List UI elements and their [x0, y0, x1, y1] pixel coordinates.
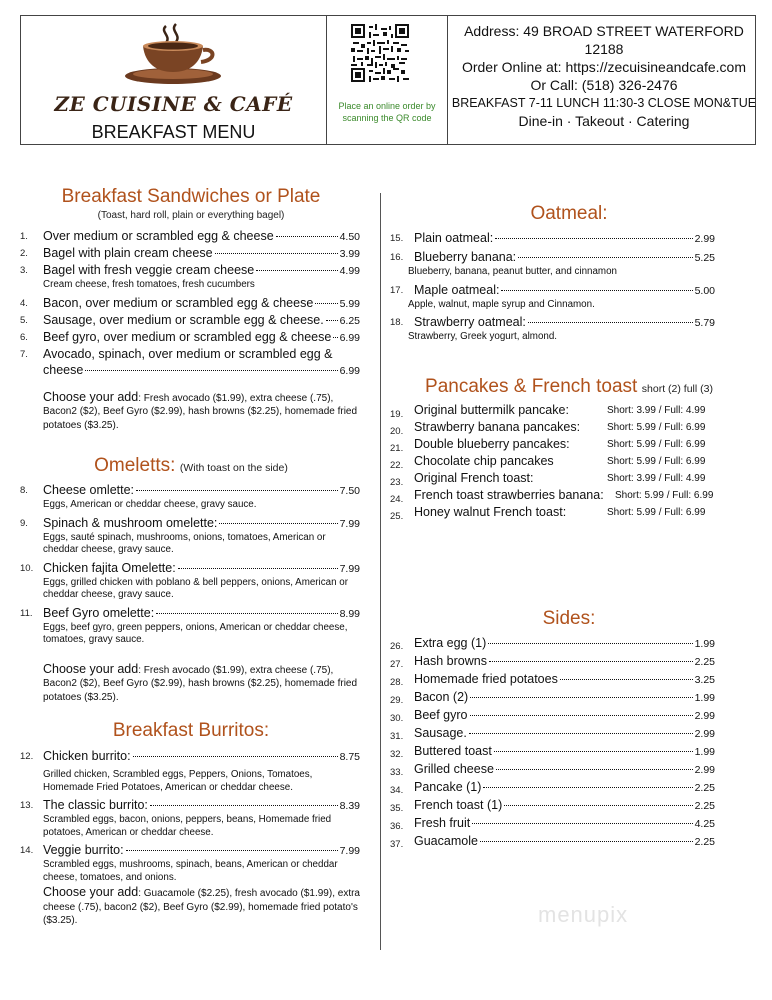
brand-name: ZE CUISINE & CAFÉ	[54, 92, 293, 116]
qr-note: Place an online order by scanning the QR code	[338, 101, 436, 123]
item-name: Spinach & mushroom omelette:	[43, 515, 218, 530]
item-number: 1.	[20, 231, 28, 242]
item-price: 1.99	[694, 692, 715, 704]
item-name: Plain oatmeal:	[414, 231, 494, 245]
list-item	[390, 230, 715, 247]
item-number: 16.	[390, 252, 404, 263]
item-price: 8.39	[339, 800, 360, 812]
list-item	[20, 228, 360, 245]
item-price: 4.50	[339, 231, 360, 243]
item-name: French toast strawberries banana:	[414, 488, 604, 502]
item-name: Avocado, spinach, over medium or scrambled egg &	[43, 346, 333, 361]
item-name: Guacamole	[414, 834, 478, 848]
item-price: 2.25	[694, 800, 715, 812]
item-name: Buttered toast	[414, 744, 492, 758]
hours: BREAKFAST 7-11 LUNCH 11:30-3 CLOSE MON&TUE	[451, 96, 757, 110]
item-name: The classic burrito:	[43, 798, 148, 812]
pancakes-list	[390, 402, 720, 521]
item-number: 10.	[20, 562, 34, 574]
sandwiches-title: Breakfast Sandwiches or Plate	[61, 186, 321, 207]
pancakes-subtitle: short (2) full (3)	[641, 383, 713, 395]
item-name: Double blueberry pancakes:	[414, 437, 570, 451]
services: Dine-in · Takeout · Catering	[518, 113, 690, 129]
list-item	[20, 842, 360, 884]
list-item	[390, 779, 715, 797]
list-item	[20, 605, 360, 647]
item-price: 5.99	[339, 297, 360, 310]
addon-label: Choose your add	[43, 389, 139, 404]
omeletts-title: Omeletts:	[94, 455, 176, 476]
item-number: 33.	[390, 767, 404, 778]
list-item	[390, 653, 715, 671]
item-name-continued: cheese	[43, 362, 84, 377]
item-number: 17.	[390, 284, 404, 296]
list-item	[20, 295, 360, 312]
list-item	[390, 249, 715, 266]
item-number: 29.	[390, 695, 404, 706]
item-number: 27.	[390, 659, 404, 670]
item-price: 8.75	[339, 751, 360, 763]
list-item	[20, 748, 360, 794]
list-item	[390, 314, 715, 331]
item-number: 25.	[390, 511, 404, 522]
item-price: 3.99	[339, 248, 360, 260]
list-item	[390, 453, 720, 470]
item-price: 2.99	[694, 764, 715, 776]
item-price: Short: 5.99 / Full: 6.99	[607, 422, 706, 433]
list-item	[390, 743, 715, 761]
item-number: 30.	[390, 713, 404, 724]
item-name: Original French toast:	[414, 471, 534, 485]
item-number: 9.	[20, 517, 28, 529]
item-name: Homemade fried potatoes	[414, 672, 558, 686]
item-name: Over medium or scrambled egg & cheese	[43, 229, 274, 243]
list-item	[390, 761, 715, 779]
item-description: Eggs, beef gyro, green peppers, onions, American or cheddar cheese, tomatoes, gravy sauce.	[43, 621, 348, 645]
item-price: 2.25	[694, 656, 715, 668]
item-number: 4.	[20, 297, 28, 309]
item-number: 14.	[20, 845, 34, 856]
item-price: 5.79	[694, 317, 715, 329]
item-price: Short: 5.99 / Full: 6.99	[607, 507, 706, 518]
item-number: 6.	[20, 331, 28, 343]
item-number: 34.	[390, 785, 404, 796]
item-description: Eggs, grilled chicken with poblano & bell peppers, onions, American or cheddar cheese, gravy sauce.	[43, 576, 348, 600]
item-price: 6.99	[339, 364, 360, 377]
item-price: Short: 5.99 / Full: 6.99	[615, 490, 714, 501]
item-price: 2.25	[694, 782, 715, 794]
list-item	[20, 329, 360, 346]
item-name: Chocolate chip pancakes	[414, 454, 554, 468]
item-price: 2.99	[694, 233, 715, 245]
phone-number[interactable]: Or Call: (518) 326-2476	[530, 77, 678, 93]
column-divider	[380, 193, 381, 950]
list-item	[20, 346, 360, 379]
addon-options	[20, 391, 360, 433]
oatmeal-title: Oatmeal:	[530, 203, 608, 224]
item-description: Scrambled eggs, mushrooms, spinach, beans, American or cheddar cheese, tomatoes, and onions.	[43, 859, 338, 883]
item-name: Bagel with plain cream cheese	[43, 246, 213, 260]
sandwiches-subtitle: (Toast, hard roll, plain or everything bagel)	[97, 210, 285, 221]
addon-options	[20, 663, 360, 705]
item-number: 13.	[20, 800, 34, 811]
addon-options	[20, 886, 360, 928]
item-number: 8.	[20, 485, 28, 496]
item-name: Extra egg (1)	[414, 636, 487, 650]
item-name: Strawberry banana pancakes:	[414, 420, 581, 434]
item-name: Fresh fruit	[414, 816, 471, 830]
list-item	[20, 245, 360, 262]
item-price: 5.00	[694, 284, 715, 297]
list-item	[20, 482, 360, 512]
menu-title: BREAKFAST MENU	[91, 122, 256, 142]
item-price: 3.25	[694, 674, 715, 686]
coffee-cup-logo-icon	[121, 22, 226, 88]
addon-label: Choose your add	[43, 661, 139, 676]
item-name: Beef gyro	[414, 708, 468, 722]
qr-code-icon[interactable]	[351, 24, 409, 82]
item-number: 3.	[20, 265, 28, 276]
sandwiches-list	[20, 228, 360, 432]
item-price: 4.25	[694, 818, 715, 830]
item-description: Grilled chicken, Scrambled eggs, Peppers, Onions, Tomatoes, Homemade Fried Potatoes, American or cheddar cheese.	[43, 769, 313, 793]
item-name: Sausage.	[414, 726, 467, 740]
item-number: 15.	[390, 233, 404, 244]
item-price: 6.25	[339, 314, 360, 327]
sides-title: Sides:	[542, 608, 596, 629]
item-price: 5.25	[694, 252, 715, 264]
item-description: Apple, walnut, maple syrup and Cinnamon.	[408, 298, 595, 310]
list-item	[20, 312, 360, 329]
list-item	[390, 402, 720, 419]
address: Address: 49 BROAD STREET WATERFORD 12188	[464, 23, 744, 57]
item-number: 28.	[390, 677, 404, 688]
list-item	[390, 797, 715, 815]
list-item	[390, 833, 715, 851]
item-price: 1.99	[694, 638, 715, 650]
item-number: 36.	[390, 821, 404, 832]
item-name: Pancake (1)	[414, 780, 482, 794]
item-number: 23.	[390, 477, 404, 488]
item-number: 2.	[20, 248, 28, 259]
sides-list	[390, 635, 715, 851]
item-name: Blueberry banana:	[414, 250, 517, 264]
list-item	[390, 707, 715, 725]
contact-info	[449, 22, 759, 130]
order-online-link[interactable]: Order Online at: https://zecuisineandcafe.com	[461, 59, 747, 75]
list-item	[390, 470, 720, 487]
item-number: 18.	[390, 317, 404, 328]
item-number: 12.	[20, 751, 34, 762]
item-name: Beef gyro, over medium or scrambled egg & cheese	[43, 329, 332, 344]
list-item	[390, 419, 720, 436]
watermark: menupix	[538, 902, 629, 927]
item-price: 2.99	[694, 710, 715, 722]
list-item	[20, 797, 360, 839]
item-price: 1.99	[694, 746, 715, 758]
item-price: 8.99	[339, 607, 360, 620]
item-name: Honey walnut French toast:	[414, 505, 567, 519]
item-price: Short: 5.99 / Full: 6.99	[607, 439, 706, 450]
item-name: Strawberry oatmeal:	[414, 315, 526, 329]
list-item	[390, 815, 715, 833]
oatmeal-list	[390, 230, 715, 344]
list-item	[390, 487, 720, 504]
item-name: Original buttermilk pancake:	[414, 403, 569, 417]
item-name: French toast (1)	[414, 798, 503, 812]
item-name: Bacon (2)	[414, 690, 469, 704]
item-number: 21.	[390, 443, 404, 454]
omeletts-subtitle: (With toast on the side)	[179, 462, 288, 474]
item-number: 7.	[20, 348, 28, 360]
item-price: Short: 3.99 / Full: 4.99	[607, 473, 706, 484]
header-divider	[447, 16, 448, 144]
item-price: 7.50	[339, 485, 360, 497]
item-name: Chicken fajita Omelette:	[43, 560, 176, 575]
item-name: Grilled cheese	[414, 762, 494, 776]
item-description: Eggs, sauté spinach, mushrooms, onions, tomatoes, American or cheddar cheese, gravy sauce.	[43, 531, 326, 555]
addon-text: : Fresh avocado ($1.99), extra cheese (.75), Bacon2 ($2), Beef Gyro ($2.99), hash browns ($2.25), homemade fried potatoes ($3.25).	[43, 664, 358, 703]
list-item	[390, 282, 715, 299]
burritos-list	[20, 748, 360, 928]
list-item	[20, 560, 360, 602]
item-number: 26.	[390, 641, 404, 652]
item-name: Veggie burrito:	[43, 843, 124, 857]
header-divider	[326, 16, 327, 144]
pancakes-heading	[382, 376, 756, 398]
item-price: 7.99	[339, 517, 360, 530]
list-item	[390, 689, 715, 707]
list-item	[390, 436, 720, 453]
item-number: 31.	[390, 731, 404, 742]
item-number: 22.	[390, 460, 404, 471]
list-item	[390, 504, 720, 521]
item-name: Bacon, over medium or scrambled egg & cheese	[43, 295, 314, 310]
addon-text: : Fresh avocado ($1.99), extra cheese (.75), Bacon2 ($2), Beef Gyro ($2.99), hash browns ($2.25), homemade fried potatoes ($3.25).	[43, 392, 358, 431]
item-name: Beef Gyro omelette:	[43, 605, 155, 620]
item-name: Maple oatmeal:	[414, 282, 500, 297]
item-name: Chicken burrito:	[43, 749, 131, 763]
burritos-title: Breakfast Burritos:	[112, 720, 270, 741]
item-number: 19.	[390, 409, 404, 420]
menu-header	[20, 15, 756, 145]
omeletts-heading	[0, 455, 382, 477]
item-description: Cream cheese, fresh tomatoes, fresh cucumbers	[43, 279, 255, 290]
omeletts-list	[20, 482, 360, 704]
item-price: 6.99	[339, 331, 360, 344]
pancakes-title: Pancakes & French toast	[425, 376, 638, 397]
addon-text: : Guacamole ($2.25), fresh avocado ($1.99), extra cheese (.75), bacon2 ($2), Beef Gyro ($2.99), homemade fried potato's ($3.25).	[43, 888, 360, 926]
item-name: Bagel with fresh veggie cream cheese	[43, 263, 255, 277]
item-price: Short: 5.99 / Full: 6.99	[607, 456, 706, 467]
item-number: 20.	[390, 426, 404, 437]
item-price: 2.99	[694, 728, 715, 740]
list-item	[390, 635, 715, 653]
item-number: 37.	[390, 839, 404, 850]
item-price: Short: 3.99 / Full: 4.99	[607, 405, 706, 416]
item-name: Hash browns	[414, 654, 487, 668]
item-number: 5.	[20, 314, 28, 326]
item-price: 7.99	[339, 562, 360, 575]
list-item	[390, 671, 715, 689]
item-name: Sausage, over medium or scramble egg & cheese.	[43, 312, 324, 327]
item-price: 4.99	[339, 265, 360, 277]
item-price: 7.99	[339, 845, 360, 857]
addon-label: Choose your add	[43, 885, 139, 899]
list-item	[390, 725, 715, 743]
list-item	[20, 262, 360, 292]
item-price: 2.25	[694, 836, 715, 848]
item-description: Blueberry, banana, peanut butter, and cinnamon	[408, 266, 617, 277]
item-number: 24.	[390, 494, 404, 505]
list-item	[20, 515, 360, 557]
item-number: 11.	[20, 607, 33, 619]
item-description: Strawberry, Greek yogurt, almond.	[408, 331, 558, 342]
item-number: 35.	[390, 803, 404, 814]
item-name: Cheese omlette:	[43, 483, 135, 497]
item-number: 32.	[390, 749, 404, 760]
item-description: Eggs, American or cheddar cheese, gravy sauce.	[43, 499, 257, 510]
item-description: Scrambled eggs, bacon, onions, peppers, beans, Homemade fried potatoes, American or cheddar cheese.	[43, 814, 332, 838]
